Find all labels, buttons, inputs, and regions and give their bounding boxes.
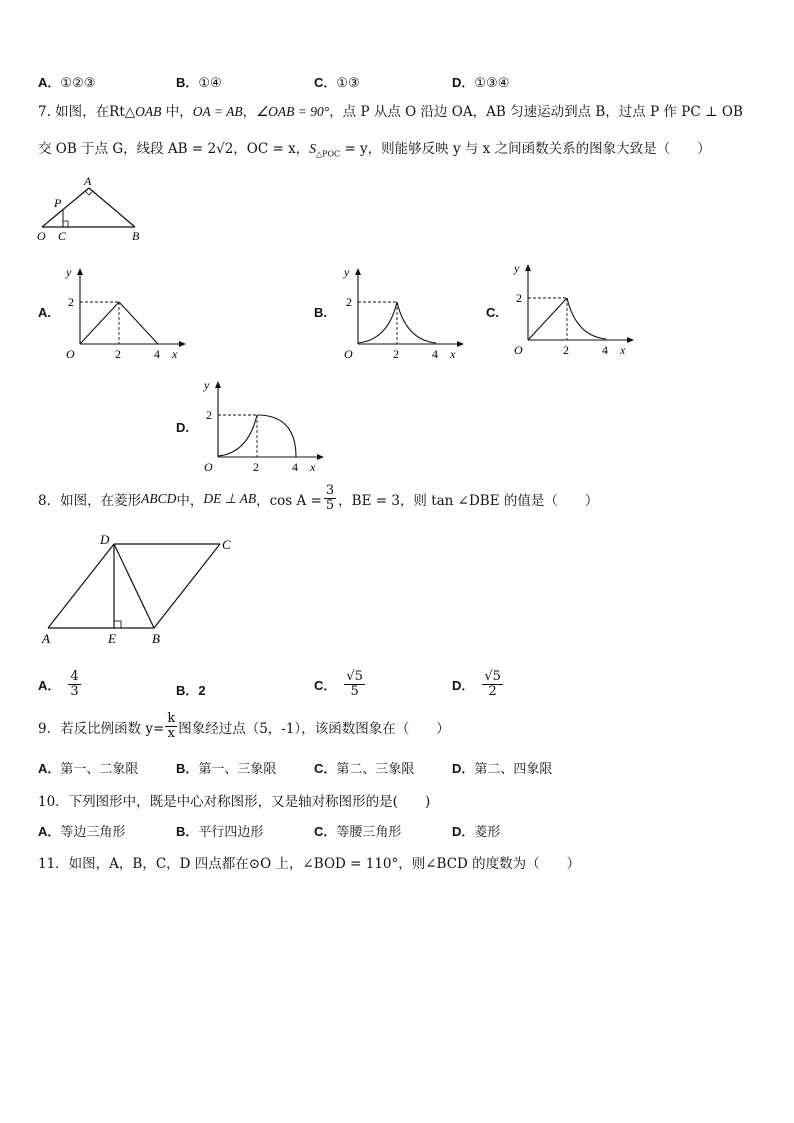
q8-option-a: A． $\frac{4}{3}$ — [38, 669, 79, 699]
svg-text:4: 4 — [292, 460, 298, 474]
svg-text:A: A — [42, 631, 50, 646]
tri-label-b: B — [132, 229, 140, 243]
q8-option-c: C． $\frac{√5}{5}$ — [314, 669, 363, 699]
tri-label-a: A — [84, 174, 92, 188]
svg-text:y: y — [204, 378, 210, 392]
tri-label-o: O — [37, 229, 46, 243]
svg-text:4: 4 — [154, 347, 160, 361]
q7-triangle-figure — [34, 174, 154, 244]
q10-option-a: A．等边三角形 — [38, 824, 126, 840]
svg-text:4: 4 — [602, 343, 608, 357]
svg-text:2: 2 — [253, 460, 259, 474]
svg-text:C: C — [222, 537, 231, 552]
q10-option-b: B．平行四边形 — [176, 824, 264, 840]
q6-option-d: D．①③④ — [452, 75, 510, 91]
svg-text:2: 2 — [516, 291, 522, 305]
q7-graph-d — [198, 377, 328, 475]
svg-text:2: 2 — [393, 347, 399, 361]
svg-text:2: 2 — [68, 295, 74, 309]
svg-text:x: x — [310, 460, 316, 474]
svg-text:O: O — [204, 460, 213, 474]
tri-label-c: C — [58, 229, 67, 243]
svg-text:x: x — [450, 347, 456, 361]
svg-text:2: 2 — [115, 347, 121, 361]
q8-option-b: B．2 — [176, 683, 206, 698]
q7-graph-b — [338, 264, 468, 362]
q8-option-d: D． $\frac{√5}{2}$ — [452, 669, 501, 699]
q7-stem-line1: 7. 如图，在Rt△OAB 中，OA = AB，∠OAB = 90°，点 P 从点 O 沿边 OA，AB 匀速运动到点 B，过点 P 作 PC ⊥ OB — [38, 104, 743, 120]
q7-option-b-label: B. — [314, 305, 327, 320]
svg-text:4: 4 — [432, 347, 438, 361]
svg-text:y: y — [514, 261, 520, 275]
q10-stem: 10．下列图形中，既是中心对称图形，又是轴对称图形的是( ) — [38, 794, 431, 810]
svg-text:x: x — [620, 343, 626, 357]
svg-text:2: 2 — [206, 408, 212, 422]
q7-option-a-label: A. — [38, 305, 51, 320]
q9-option-a: A．第一、二象限 — [38, 761, 139, 777]
q8-fraction: $\frac{3}{5}$ — [325, 483, 335, 513]
q9-option-b: B．第一、三象限 — [176, 761, 277, 777]
svg-text:y: y — [344, 265, 350, 279]
q7-graph-a — [60, 264, 190, 362]
svg-text:2: 2 — [346, 295, 352, 309]
q10-option-c: C．等腰三角形 — [314, 824, 402, 840]
q7-stem-line2: 交 OB 于点 G，线段 AB = 2√2，OC = x，$S_{\triangle POC} = y$，则能够反映 y 与 x 之间函数关系的图象大致是（ ） — [38, 141, 711, 159]
svg-text:x: x — [172, 347, 178, 361]
q7-option-d-label: D. — [176, 420, 189, 435]
q9-stem: 9．若反比例函数 y= $\frac{k}{x}$ 图象经过点（5，-1），该函数图象在（ ） — [38, 711, 450, 741]
q10-option-d: D．菱形 — [452, 824, 501, 840]
q7-graph-c — [508, 260, 638, 358]
q6-option-c: C．①③ — [314, 75, 360, 91]
svg-text:y: y — [66, 265, 72, 279]
tri-label-p: P — [54, 196, 62, 210]
svg-text:B: B — [152, 631, 160, 646]
svg-text:O: O — [344, 347, 353, 361]
q8-stem: 8．如图，在菱形 ABCD 中， DE ⊥ AB ，cos A = $\frac{3}{5}$ ，BE = 3，则 tan ∠DBE 的值是（ ） — [38, 483, 599, 513]
svg-text:O: O — [514, 343, 523, 357]
q7-option-c-label: C. — [486, 305, 499, 320]
q6-option-a: A．①②③ — [38, 75, 96, 91]
q11-stem: 11．如图，A，B，C，D 四点都在⊙O 上，∠BOD = 110°，则∠BCD 的度数为（ ） — [38, 856, 581, 872]
svg-text:O: O — [66, 347, 75, 361]
svg-text:2: 2 — [563, 343, 569, 357]
q9-option-c: C．第二、三象限 — [314, 761, 415, 777]
q8-rhombus-figure — [36, 532, 246, 650]
svg-text:D: D — [100, 532, 110, 547]
q9-option-d: D．第二、四象限 — [452, 761, 553, 777]
q6-option-b: B．①④ — [176, 75, 222, 91]
svg-text:E: E — [108, 631, 116, 646]
